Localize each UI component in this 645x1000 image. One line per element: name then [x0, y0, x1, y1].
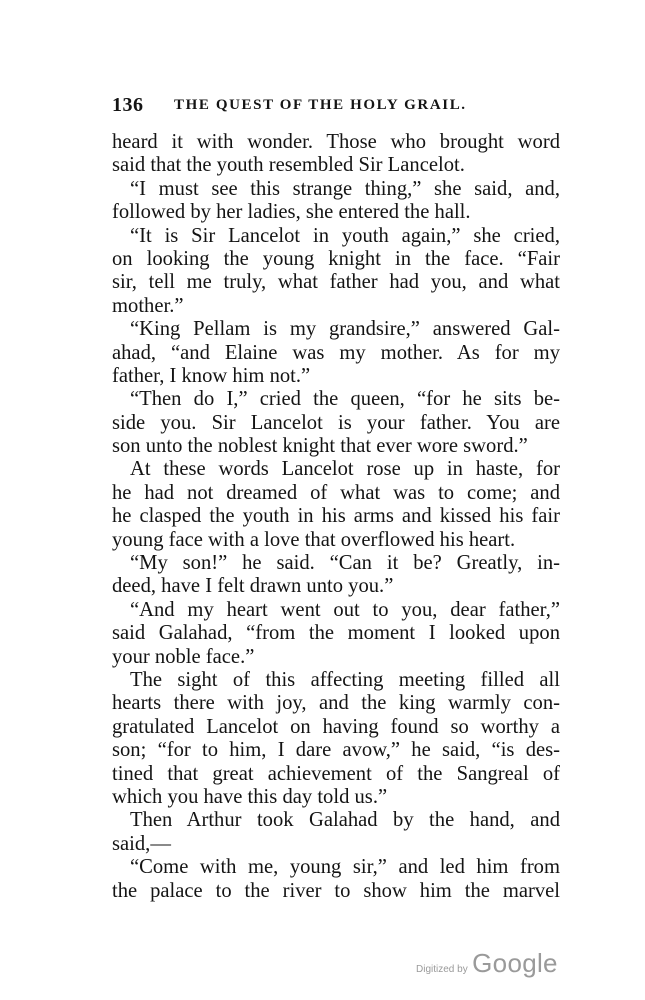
digitization-watermark [416, 948, 558, 979]
text-line: hearts there with joy, and the king warmly con- [112, 692, 560, 715]
text-line: “King Pellam is my grandsire,” answered Gal- [130, 318, 560, 341]
google-logo: Google [472, 948, 558, 978]
text-line: “Come with me, young sir,” and led him from [130, 856, 560, 879]
text-line: your noble face.” [112, 645, 255, 668]
text-line: deed, have I felt drawn unto you.” [112, 575, 394, 598]
text-line: said,— [112, 832, 171, 855]
page-number: 136 [112, 94, 144, 116]
text-line: he had not dreamed of what was to come; and [112, 481, 560, 504]
text-line: At these words Lancelot rose up in haste, for [130, 458, 560, 481]
text-line: gratulated Lancelot on having found so worthy a [112, 715, 560, 738]
text-line: “Then do I,” cried the queen, “for he sits be- [130, 388, 560, 411]
text-line: “It is Sir Lancelot in youth again,” she cried, [130, 224, 560, 247]
body-text [112, 131, 560, 903]
text-line: ahad, “and Elaine was my mother. As for my [112, 341, 560, 364]
text-line: son; “for to him, I dare avow,” he said, “is des- [112, 739, 560, 762]
text-line: Then Arthur took Galahad by the hand, and [130, 809, 560, 832]
text-line: followed by her ladies, she entered the hall. [112, 201, 471, 224]
text-line: “I must see this strange thing,” she said, and, [130, 177, 560, 200]
text-line: which you have this day told us.” [112, 785, 388, 808]
text-line: side you. Sir Lancelot is your father. You are [112, 411, 560, 434]
text-line: said that the youth resembled Sir Lancelot. [112, 154, 465, 177]
text-line: heard it with wonder. Those who brought word [112, 131, 560, 153]
page-header [112, 94, 562, 118]
text-line: mother.” [112, 294, 184, 317]
text-line: said Galahad, “from the moment I looked upon [112, 622, 560, 645]
text-line: father, I know him not.” [112, 364, 311, 387]
text-line: the palace to the river to show him the marvel [112, 879, 560, 902]
text-line: The sight of this affecting meeting filled all [130, 668, 560, 691]
text-line: tined that great achievement of the Sangreal of [112, 762, 560, 785]
text-line: young face with a love that overflowed his heart. [112, 528, 516, 551]
text-line: sir, tell me truly, what father had you, and what [112, 271, 560, 294]
running-head: THE QUEST OF THE HOLY GRAIL. [174, 97, 467, 113]
text-line: he clasped the youth in his arms and kissed his fair [112, 505, 560, 528]
text-line: on looking the young knight in the face. “Fair [112, 247, 560, 270]
text-line: “My son!” he said. “Can it be? Greatly, in- [130, 552, 560, 575]
watermark-prefix: Digitized by [416, 964, 468, 975]
text-line: “And my heart went out to you, dear father,” [130, 598, 560, 621]
text-line: son unto the noblest knight that ever wore sword.” [112, 435, 528, 458]
